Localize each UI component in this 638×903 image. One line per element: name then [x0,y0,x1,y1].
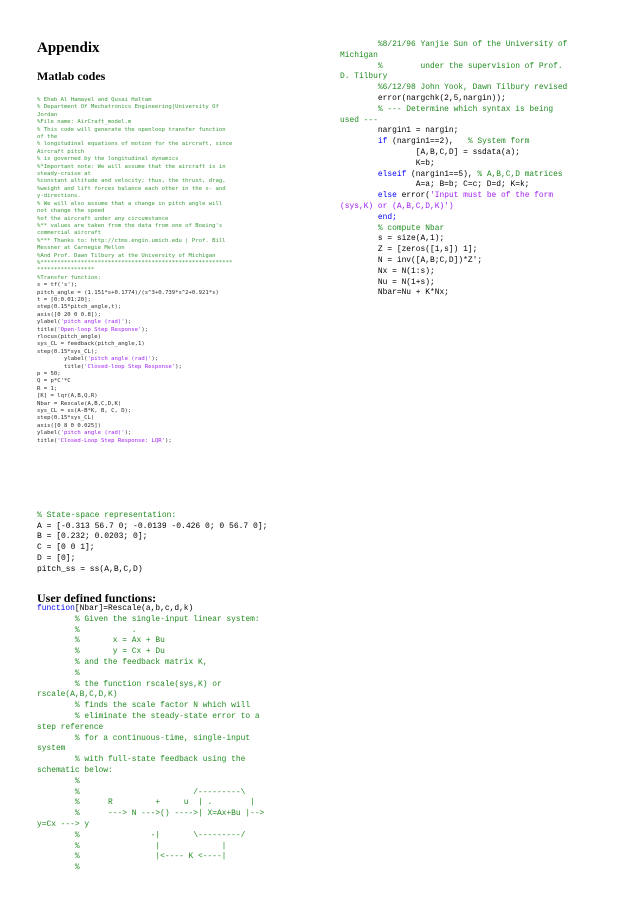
code-text: pitch_ss = ss(A,B,C,D) [37,564,143,574]
code-text: Z = [zeros([1,s]) 1]; [340,245,478,255]
code-text: Jordan [37,111,58,118]
code-line [37,312,232,319]
code-line [37,216,232,223]
code-line [37,223,232,230]
code-text: system [37,744,66,754]
code-line [37,798,264,809]
code-line [340,224,567,235]
code-text: Nu = N(1+s); [340,277,435,287]
code-text: s = size(A,1); [340,234,445,244]
code-text: sys_CL = ss(A-B*K, B, C, D); [37,408,132,415]
code-text: schematic below: [37,765,113,775]
code-line [37,356,232,363]
aircraft-model-code [37,97,232,445]
code-line [37,744,264,755]
code-line [37,319,232,326]
code-text: ); [141,326,149,333]
code-comment: % A,B,C,D matrices [477,169,563,179]
code-indent [340,191,378,200]
code-line [37,119,232,126]
code-line [37,766,264,777]
code-line [37,304,232,311]
code-line [37,554,267,565]
code-text: % longitudinal equations of motion for the aircraft, since [37,141,233,148]
code-line [37,208,232,215]
code-line [340,213,567,224]
code-text: % /---------\ [37,787,246,797]
code-line [37,327,232,334]
code-text: [K] = lqr(A,B,Q,R) [37,393,98,400]
code-line [37,565,267,576]
code-text: % x = Ax + Bu [37,636,165,646]
code-text: %8/21/96 Yanjie Sun of the University of [340,40,568,49]
code-line [37,260,232,267]
code-text: sys_CL = feedback(pitch_angle,1) [37,341,145,348]
code-text: [A,B,C,D] = ssdata(a); [340,147,520,157]
code-line [37,275,232,282]
code-text: % |<---- K <----| [37,852,227,862]
code-keyword: function [37,604,75,613]
code-line [37,386,232,393]
code-text: % State-space representation: [37,511,177,520]
code-string: 'Open-loop Step Response' [57,326,142,333]
code-text: B = [0.232; 0.0203; 0]; [37,532,148,542]
code-text: step(0.15*sys_CL); [37,348,98,355]
code-line [37,238,232,245]
code-line [37,97,232,104]
code-text: % with full-state feedback using the [37,755,246,765]
code-line [37,658,264,669]
code-text: error( [396,191,430,201]
code-line [37,820,264,831]
code-line [340,256,567,267]
code-text: % compute Nbar [340,223,445,233]
code-keyword: else [377,191,397,201]
code-line [37,723,264,734]
code-keyword: elseif [377,169,407,179]
code-text: %And Prof. Dawn Tilbury at the University of Michigan [37,252,216,259]
code-line [37,112,232,119]
code-text: % . [37,625,137,635]
code-text: % Given the single-input linear system: [37,614,260,624]
code-text: Q = p*C'*C [37,378,71,385]
code-line [340,170,567,181]
code-line [37,852,264,863]
code-line [37,393,232,400]
code-text: A=a; B=b; C=c; D=d; K=k; [340,180,530,190]
code-line [340,137,567,148]
code-line [340,105,567,116]
code-text: ); [165,437,172,444]
code-comment: % System form [467,137,530,147]
code-text: K=b; [340,158,435,168]
matlab-codes-heading: Matlab codes [37,69,106,83]
code-line [37,777,264,788]
code-text: % eliminate the steady-state error to a [37,711,260,721]
code-text: % Department Of Mechatronics Engineering|University Of [37,104,219,111]
code-text: ); [124,430,132,437]
code-text: axis([0 8 0 0.025]) [37,422,101,429]
code-text: %Transfer function: [37,274,101,281]
code-line [37,290,232,297]
code-line [37,701,264,712]
code-text: %** values are taken from the data from one of Boeing's [37,222,223,229]
code-text: % --- Determine which syntax is being [340,104,554,114]
code-line [37,371,232,378]
code-text: Nbar=Nu + K*Nx; [340,288,449,298]
code-text: axis([0 20 0 0.8]); [37,311,101,318]
code-line [37,522,267,533]
code-line [37,430,232,437]
code-text: % under the supervision of Prof. [340,61,563,71]
code-text: ylabel( [37,319,61,326]
code-indent [340,170,378,179]
code-line [37,438,232,445]
code-string: 'Input must be of the form [430,191,554,201]
code-line [340,148,567,159]
code-line [37,615,264,626]
code-text: % y = Cx + Du [37,647,165,657]
code-line [340,267,567,278]
code-line [37,788,264,799]
code-line [340,94,567,105]
code-text: pitch_angle = (1.151*s+0.1774)/(s^3+0.739*s^2+0.921*s) [37,289,219,296]
code-text: Nbar = Rescale(A,B,C,D,K) [37,400,122,407]
code-line [37,297,232,304]
code-line [37,349,232,356]
code-line [340,245,567,256]
code-text: R = 1; [37,385,58,392]
code-text: (nargin1==2), [387,137,468,147]
code-indent [340,137,378,146]
code-line [340,159,567,170]
code-text: %constant altitude and velocity; thus, the thrust, drag, [37,178,226,185]
code-text: 's' [60,282,71,289]
code-text: nargin1 = nargin; [340,126,459,136]
code-line [340,288,567,299]
code-text: Messner at Carnegie Mellon [37,245,125,252]
code-line [37,712,264,723]
code-line [37,186,232,193]
code-text: % is governed by the longitudinal dynamics [37,156,179,163]
code-line [340,191,567,202]
code-line [37,408,232,415]
code-text: ); [151,356,159,363]
code-text: steady-cruise at [37,171,91,178]
code-text: Aircraft pitch [37,148,85,155]
code-text: % We will also assume that a change in pitch angle will [37,200,223,207]
code-line [37,282,232,289]
code-text: title( [37,437,58,444]
code-line [37,842,264,853]
code-text: ***************** [37,267,95,274]
code-line [37,734,264,745]
code-text: %********************************************************* [37,259,233,266]
code-text: title( [37,326,58,333]
code-line [37,104,232,111]
code-text: C = [0 0 1]; [37,543,95,553]
code-keyword: if [377,137,388,147]
code-string: 'pitch angle (rad)' [87,356,152,363]
code-text: step(0.15*sys_CL) [37,415,95,422]
rescale-function-continued-code [340,40,567,299]
code-line [340,116,567,127]
code-line [37,193,232,200]
code-line [37,831,264,842]
code-text: t = [0:0.01:20]; [37,296,91,303]
code-text: %*** Thanks to: http://ctms.engin.umich.edu | Prof. Bill [37,237,226,244]
code-line [340,278,567,289]
code-line [37,690,264,701]
code-text: ); [175,363,182,370]
code-text: end; [340,212,397,222]
code-line [37,423,232,430]
code-line [340,126,567,137]
code-line [37,626,264,637]
code-line [37,267,232,274]
code-text: % ---> N --->() ---->| X=Ax+Bu |--> [37,809,265,819]
code-text: %File name: AirCraft_model.m [37,119,132,126]
code-text: D. Tilbury [340,72,388,82]
code-line [340,234,567,245]
code-text: % for a continuous-time, single-input [37,733,251,743]
code-line [37,636,264,647]
code-text: step(0.15*pitch_angle,t); [37,304,122,311]
code-line [37,863,264,874]
code-string: 'Closed-Loop Step Response: LQR' [57,437,165,444]
code-text: % the function rscale(sys,K) or [37,679,222,689]
code-text: y=Cx ---> y [37,819,90,829]
code-line [37,364,232,371]
code-text: % Ehab Al Hamayel and Qusai Haltam [37,97,152,103]
code-text: % [37,668,80,678]
appendix-heading: Appendix [37,40,100,56]
code-line [37,543,267,554]
code-text: %weight and lift forces balance each other in the x- and [37,185,226,192]
code-line [37,809,264,820]
code-text: title( [37,363,85,370]
code-text: (nargin1==5), [406,169,478,179]
code-text: %of the aircraft under any circumstance [37,215,169,222]
code-text: A = [-0.313 56.7 0; -0.0139 -0.426 0; 0 56.7 0]; [37,521,268,531]
code-text: % This code will generate the openloop transfer function [37,126,226,133]
rescale-function-code [37,604,264,874]
code-text: % finds the scale factor N which will [37,701,251,711]
code-line [37,532,267,543]
code-line [37,156,232,163]
user-defined-functions-heading: User defined functions: [37,591,157,605]
code-line [340,40,567,51]
code-line [37,647,264,658]
code-text: ); [70,282,78,289]
code-line [37,680,264,691]
code-text: commercial aircraft [37,230,101,237]
code-text: % | | [37,841,227,851]
code-line [37,378,232,385]
code-line [37,253,232,260]
code-text: % R + u | . | [37,798,255,808]
code-line [37,171,232,178]
code-line [37,245,232,252]
code-string: 'pitch angle (rad)' [60,319,125,326]
code-line [37,164,232,171]
code-text: ylabel( [37,430,61,437]
code-text: error(nargchk(2,5,nargin)); [340,93,506,103]
code-text: y-directions. [37,193,81,200]
code-line [37,415,232,422]
code-text: of the [37,134,58,141]
code-text: % and the feedback matrix K, [37,657,208,667]
code-text: D = [0]; [37,553,76,563]
code-line [340,72,567,83]
code-text: rlocus(pitch_angle) [37,334,101,340]
code-text: % [37,863,80,873]
code-text: % -| \---------/ [37,830,246,840]
code-text: Michigan [340,50,378,60]
code-line [340,51,567,62]
code-text: Nx = N(1:s); [340,266,435,276]
code-line [37,127,232,134]
code-text: step reference [37,722,104,732]
code-text: ); [124,319,132,326]
code-line [340,62,567,73]
code-line [37,604,264,615]
code-line [37,201,232,208]
code-text: p = 50; [37,371,61,378]
code-text: s = tf( [37,282,61,289]
code-text: [Nbar]=Rescale(a,b,c,d,k) [74,604,194,613]
code-line [37,401,232,408]
code-text: used --- [340,115,378,125]
code-line [37,755,264,766]
code-line [340,202,567,213]
state-space-code [37,511,267,575]
code-text: %6/12/98 John Yook, Dawn Tilbury revised [340,83,568,93]
code-text: % [37,776,80,786]
code-line [37,669,264,680]
code-string: 'pitch angle (rad)' [60,430,125,437]
code-line [37,341,232,348]
code-text: (sys,K) or (A,B,C,D,K)') [340,201,454,211]
code-text: N = inv([A,B;C,D])*Z'; [340,255,483,265]
code-line [37,134,232,141]
code-text: rscale(A,B,C,D,K) [37,690,118,700]
code-line [37,334,232,341]
code-text: not change the speed [37,208,105,215]
code-line [37,141,232,148]
code-line [37,149,232,156]
code-line [37,230,232,237]
code-line [37,178,232,185]
code-line [37,511,267,522]
code-string: 'Closed-loop Step Response' [84,363,176,370]
code-text: %*Important note: We will assume that the aircraft is in [37,163,226,170]
code-line [340,180,567,191]
code-text: ylabel( [37,356,88,363]
code-line [340,83,567,94]
